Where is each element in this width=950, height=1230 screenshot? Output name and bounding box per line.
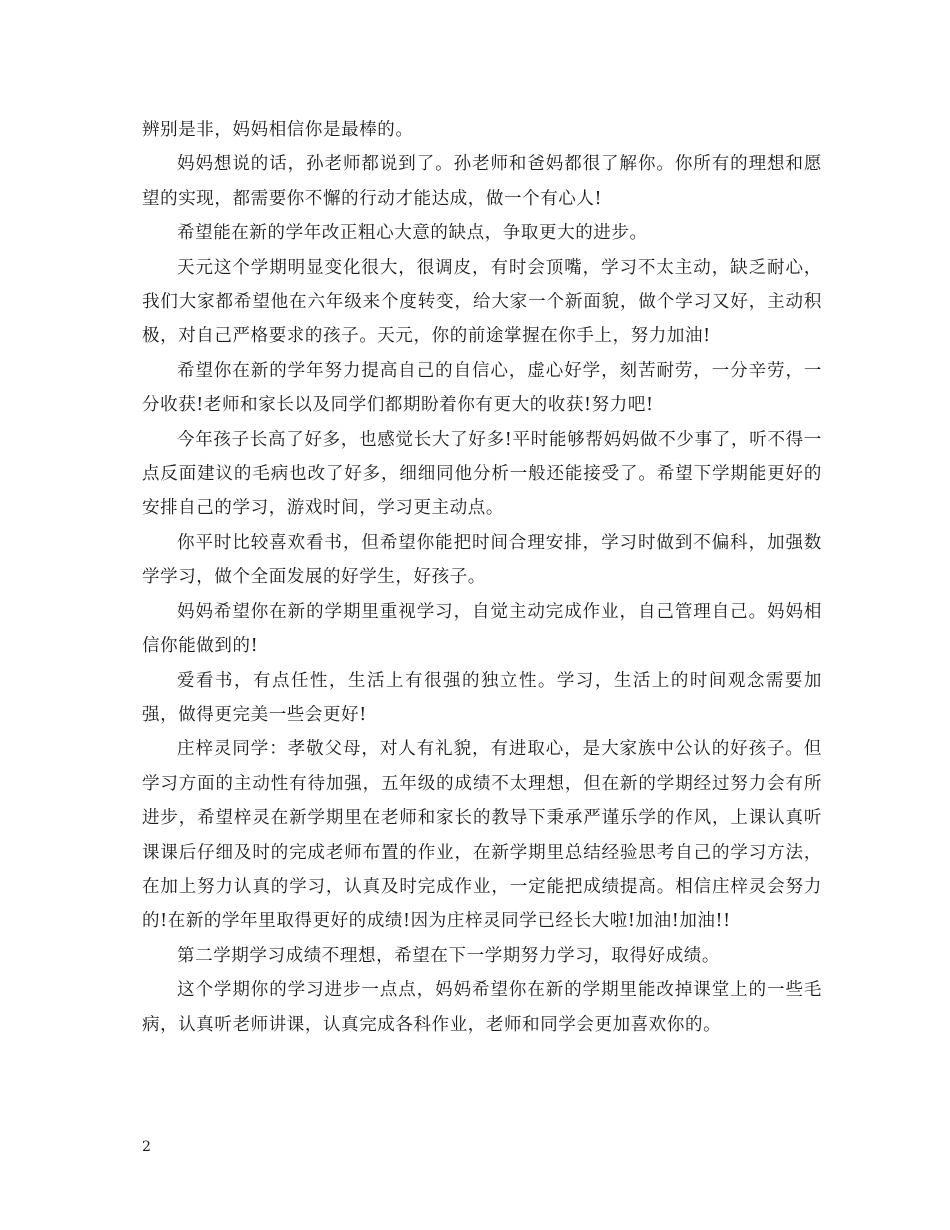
document-body (142, 113, 822, 1042)
paragraph-7: 你平时比较喜欢看书，但希望你能把时间合理安排，学习时做到不偏科，加强数学学习，做个全面发展的好学生，好孩子。 (142, 532, 822, 588)
paragraph-9: 爱看书，有点任性，生活上有很强的独立性。学习，生活上的时间观念需要加强，做得更完美一些会更好! (142, 670, 822, 725)
paragraph-10: 庄梓灵同学：孝敬父母，对人有礼貌，有进取心，是大家族中公认的好孩子。但学习方面的主动性有待加强，五年级的成绩不太理想，但在新的学期经过努力会有所进步，希望梓灵在新学期里在老师和家长的教导下秉承严谨乐学的作风，上课认真听课课后仔细及时的完成老师布置的作业，在新学期里总结经验思考自己的学习方法，在加上努力认真的学习，认真及时完成作业，一定能把成绩提高。相信庄梓灵会努力的!在新的学年里取得更好的成绩!因为庄梓灵同学已经长大啦!加油!加油!! (142, 739, 822, 932)
page-number: 2 (142, 1139, 151, 1155)
paragraph-4: 天元这个学期明显变化很大，很调皮，有时会顶嘴，学习不太主动，缺乏耐心，我们大家都希望他在六年级来个度转变，给大家一个新面貌，做个学习又好，主动积极，对自己严格要求的孩子。天元，你的前途掌握在你手上，努力加油! (142, 257, 822, 347)
paragraph-3: 希望能在新的学年改正粗心大意的缺点，争取更大的进步。 (177, 223, 648, 244)
paragraph-5: 希望你在新的学年努力提高自己的自信心，虚心好学，刻苦耐劳，一分辛劳，一分收获!老师和家长以及同学们都期盼着你有更大的收获!努力吧! (142, 360, 822, 416)
paragraph-12: 这个学期你的学习进步一点点，妈妈希望你在新的学期里能改掉课堂上的一些毛病，认真听老师讲课，认真完成各科作业，老师和同学会更加喜欢你的。 (142, 980, 822, 1035)
paragraph-1: 辨别是非，妈妈相信你是最棒的。 (142, 120, 414, 140)
paragraph-11: 第二学期学习成绩不理想，希望在下一学期努力学习，取得好成绩。 (177, 945, 720, 966)
paragraph-6: 今年孩子长高了好多，也感觉长大了好多!平时能够帮妈妈做不少事了，听不得一点反面建议的毛病也改了好多，细细同他分析一般还能接受了。希望下学期能更好的安排自己的学习，游戏时间，学习更主动点。 (142, 429, 822, 519)
paragraph-8: 妈妈希望你在新的学期里重视学习，自觉主动完成作业，自己管理自己。妈妈相信你能做到的! (142, 601, 822, 657)
paragraph-2: 妈妈想说的话，孙老师都说到了。孙老师和爸妈都很了解你。你所有的理想和愿望的实现，都需要你不懈的行动才能达成，做一个有心人! (142, 154, 822, 209)
